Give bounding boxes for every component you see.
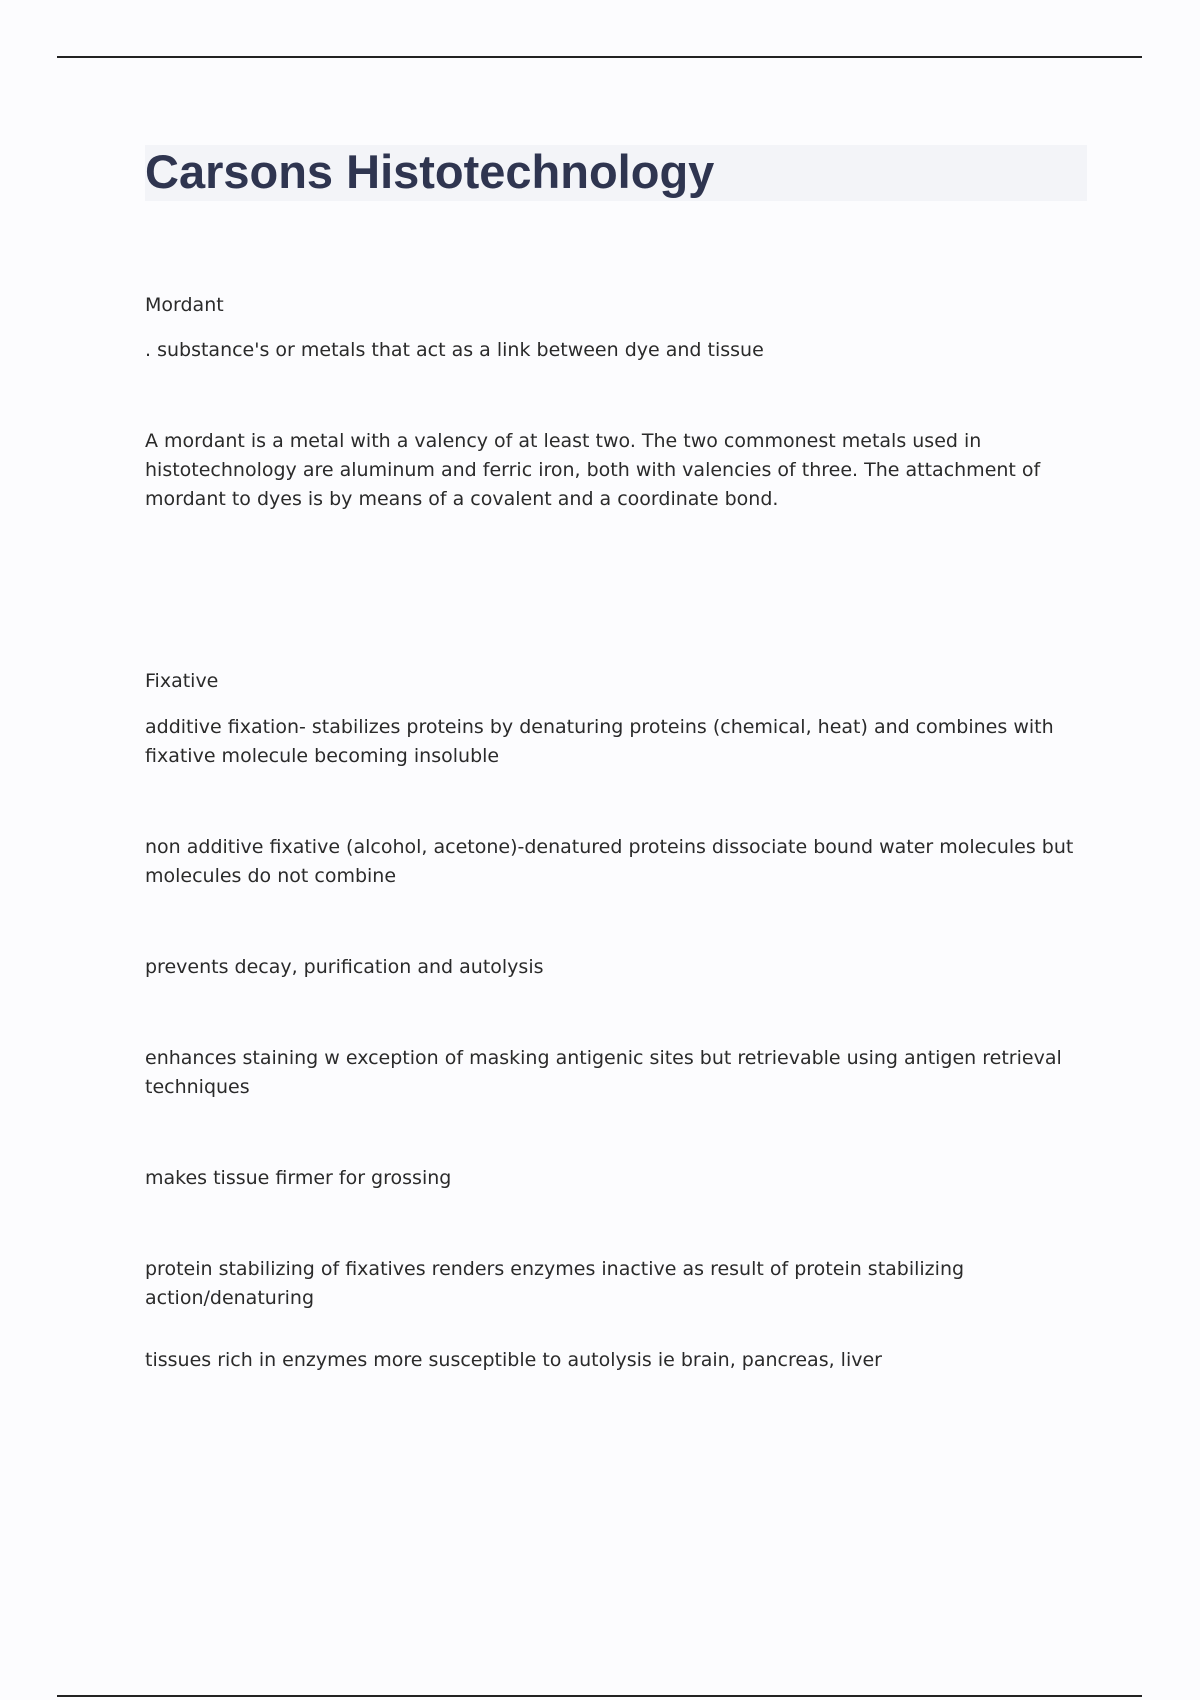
card-term-mordant: Mordant xyxy=(145,294,224,316)
card-definition-line: tissues rich in enzymes more susceptible to autolysis ie brain, pancreas, liver xyxy=(145,1349,882,1371)
card-definition-line: non additive fixative (alcohol, acetone)-denatured proteins dissociate bound water molecules but molecules do not combine xyxy=(145,836,1074,887)
bottom-rule xyxy=(57,1695,1142,1697)
card-definition-line: makes tissue firmer for grossing xyxy=(145,1167,452,1189)
card-definition-line: . substance's or metals that act as a link between dye and tissue xyxy=(145,339,764,361)
document-title: Carsons Histotechnology xyxy=(145,145,715,198)
card-term-fixative: Fixative xyxy=(145,670,219,692)
card-definition-line: enhances staining w exception of masking antigenic sites but retrievable using antigen retrieval techniques xyxy=(145,1047,1062,1098)
top-rule xyxy=(57,56,1142,58)
card-definition-line: prevents decay, purification and autolysis xyxy=(145,956,544,978)
card-definition-line: additive fixation- stabilizes proteins by denaturing proteins (chemical, heat) and combines with fixative molecule becoming insoluble xyxy=(145,716,1054,767)
card-definition-line: A mordant is a metal with a valency of at least two. The two commonest metals used in histotechnology are aluminum and ferric iron, both with valencies of three. The attachment of mordant to dyes is by means of a covalent and a coordinate bond. xyxy=(145,430,1041,510)
card-definition-line: protein stabilizing of fixatives renders enzymes inactive as result of protein stabilizing action/denaturing xyxy=(145,1258,965,1309)
